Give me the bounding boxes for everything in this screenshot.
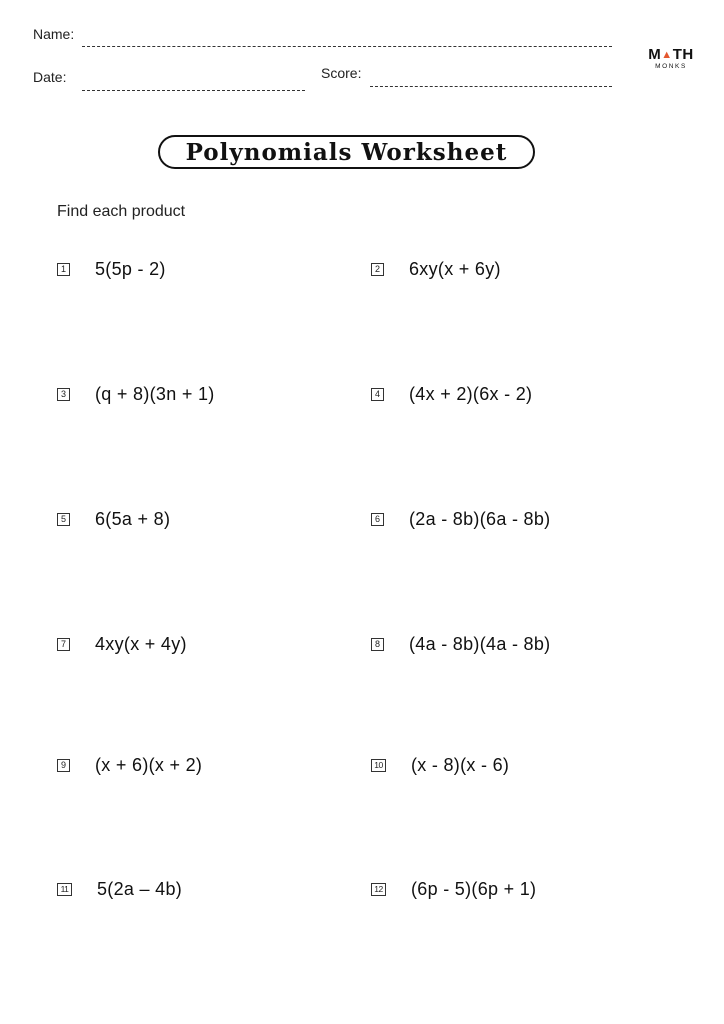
problem-5 bbox=[57, 509, 170, 530]
problem-number: 6 bbox=[371, 513, 384, 526]
problem-expression: (x - 8)(x - 6) bbox=[411, 755, 510, 775]
problem-4 bbox=[371, 384, 532, 405]
problem-2 bbox=[371, 259, 501, 280]
date-label: Date: bbox=[33, 69, 67, 85]
problem-expression: (4a - 8b)(4a - 8b) bbox=[409, 634, 551, 654]
problem-number: 7 bbox=[57, 638, 70, 651]
problem-expression: 6xy(x + 6y) bbox=[409, 259, 501, 279]
problem-number: 3 bbox=[57, 388, 70, 401]
math-monks-logo bbox=[640, 47, 702, 71]
problem-10 bbox=[371, 755, 509, 776]
problem-number: 5 bbox=[57, 513, 70, 526]
problem-expression: 4xy(x + 4y) bbox=[95, 634, 187, 654]
triangle-icon: ▲ bbox=[661, 49, 673, 61]
problem-expression: 5(2a – 4b) bbox=[97, 879, 183, 899]
score-label: Score: bbox=[321, 65, 362, 81]
problem-expression: (6p - 5)(6p + 1) bbox=[411, 879, 537, 899]
problem-number: 1 bbox=[57, 263, 70, 276]
problem-number: 2 bbox=[371, 263, 384, 276]
problem-number: 4 bbox=[371, 388, 384, 401]
problem-expression: (4x + 2)(6x - 2) bbox=[409, 384, 533, 404]
problem-number: 9 bbox=[57, 759, 70, 772]
problem-9 bbox=[57, 755, 202, 776]
problem-11 bbox=[57, 879, 182, 900]
problem-number: 12 bbox=[371, 883, 386, 896]
name-label: Name: bbox=[33, 26, 75, 42]
problem-number: 8 bbox=[371, 638, 384, 651]
name-field[interactable] bbox=[82, 46, 612, 47]
instruction-text: Find each product bbox=[57, 203, 186, 220]
problem-expression: (x + 6)(x + 2) bbox=[95, 755, 203, 775]
problem-expression: 6(5a + 8) bbox=[95, 509, 171, 529]
problem-6 bbox=[371, 509, 550, 530]
logo-text-right: TH bbox=[672, 46, 694, 63]
problem-expression: (q + 8)(3n + 1) bbox=[95, 384, 215, 404]
problem-7 bbox=[57, 634, 187, 655]
score-field[interactable] bbox=[370, 86, 612, 87]
problem-12 bbox=[371, 879, 536, 900]
logo-text-left: M bbox=[648, 46, 662, 63]
problem-1 bbox=[57, 259, 166, 280]
logo-subtext: MONKS bbox=[655, 63, 687, 70]
problem-8 bbox=[371, 634, 550, 655]
problem-expression: 5(5p - 2) bbox=[95, 259, 166, 279]
problem-number: 10 bbox=[371, 759, 386, 772]
problem-number: 11 bbox=[57, 883, 72, 896]
date-field[interactable] bbox=[82, 90, 305, 91]
problem-expression: (2a - 8b)(6a - 8b) bbox=[409, 509, 551, 529]
problem-3 bbox=[57, 384, 215, 405]
page-title: Polynomials Worksheet bbox=[158, 135, 535, 169]
